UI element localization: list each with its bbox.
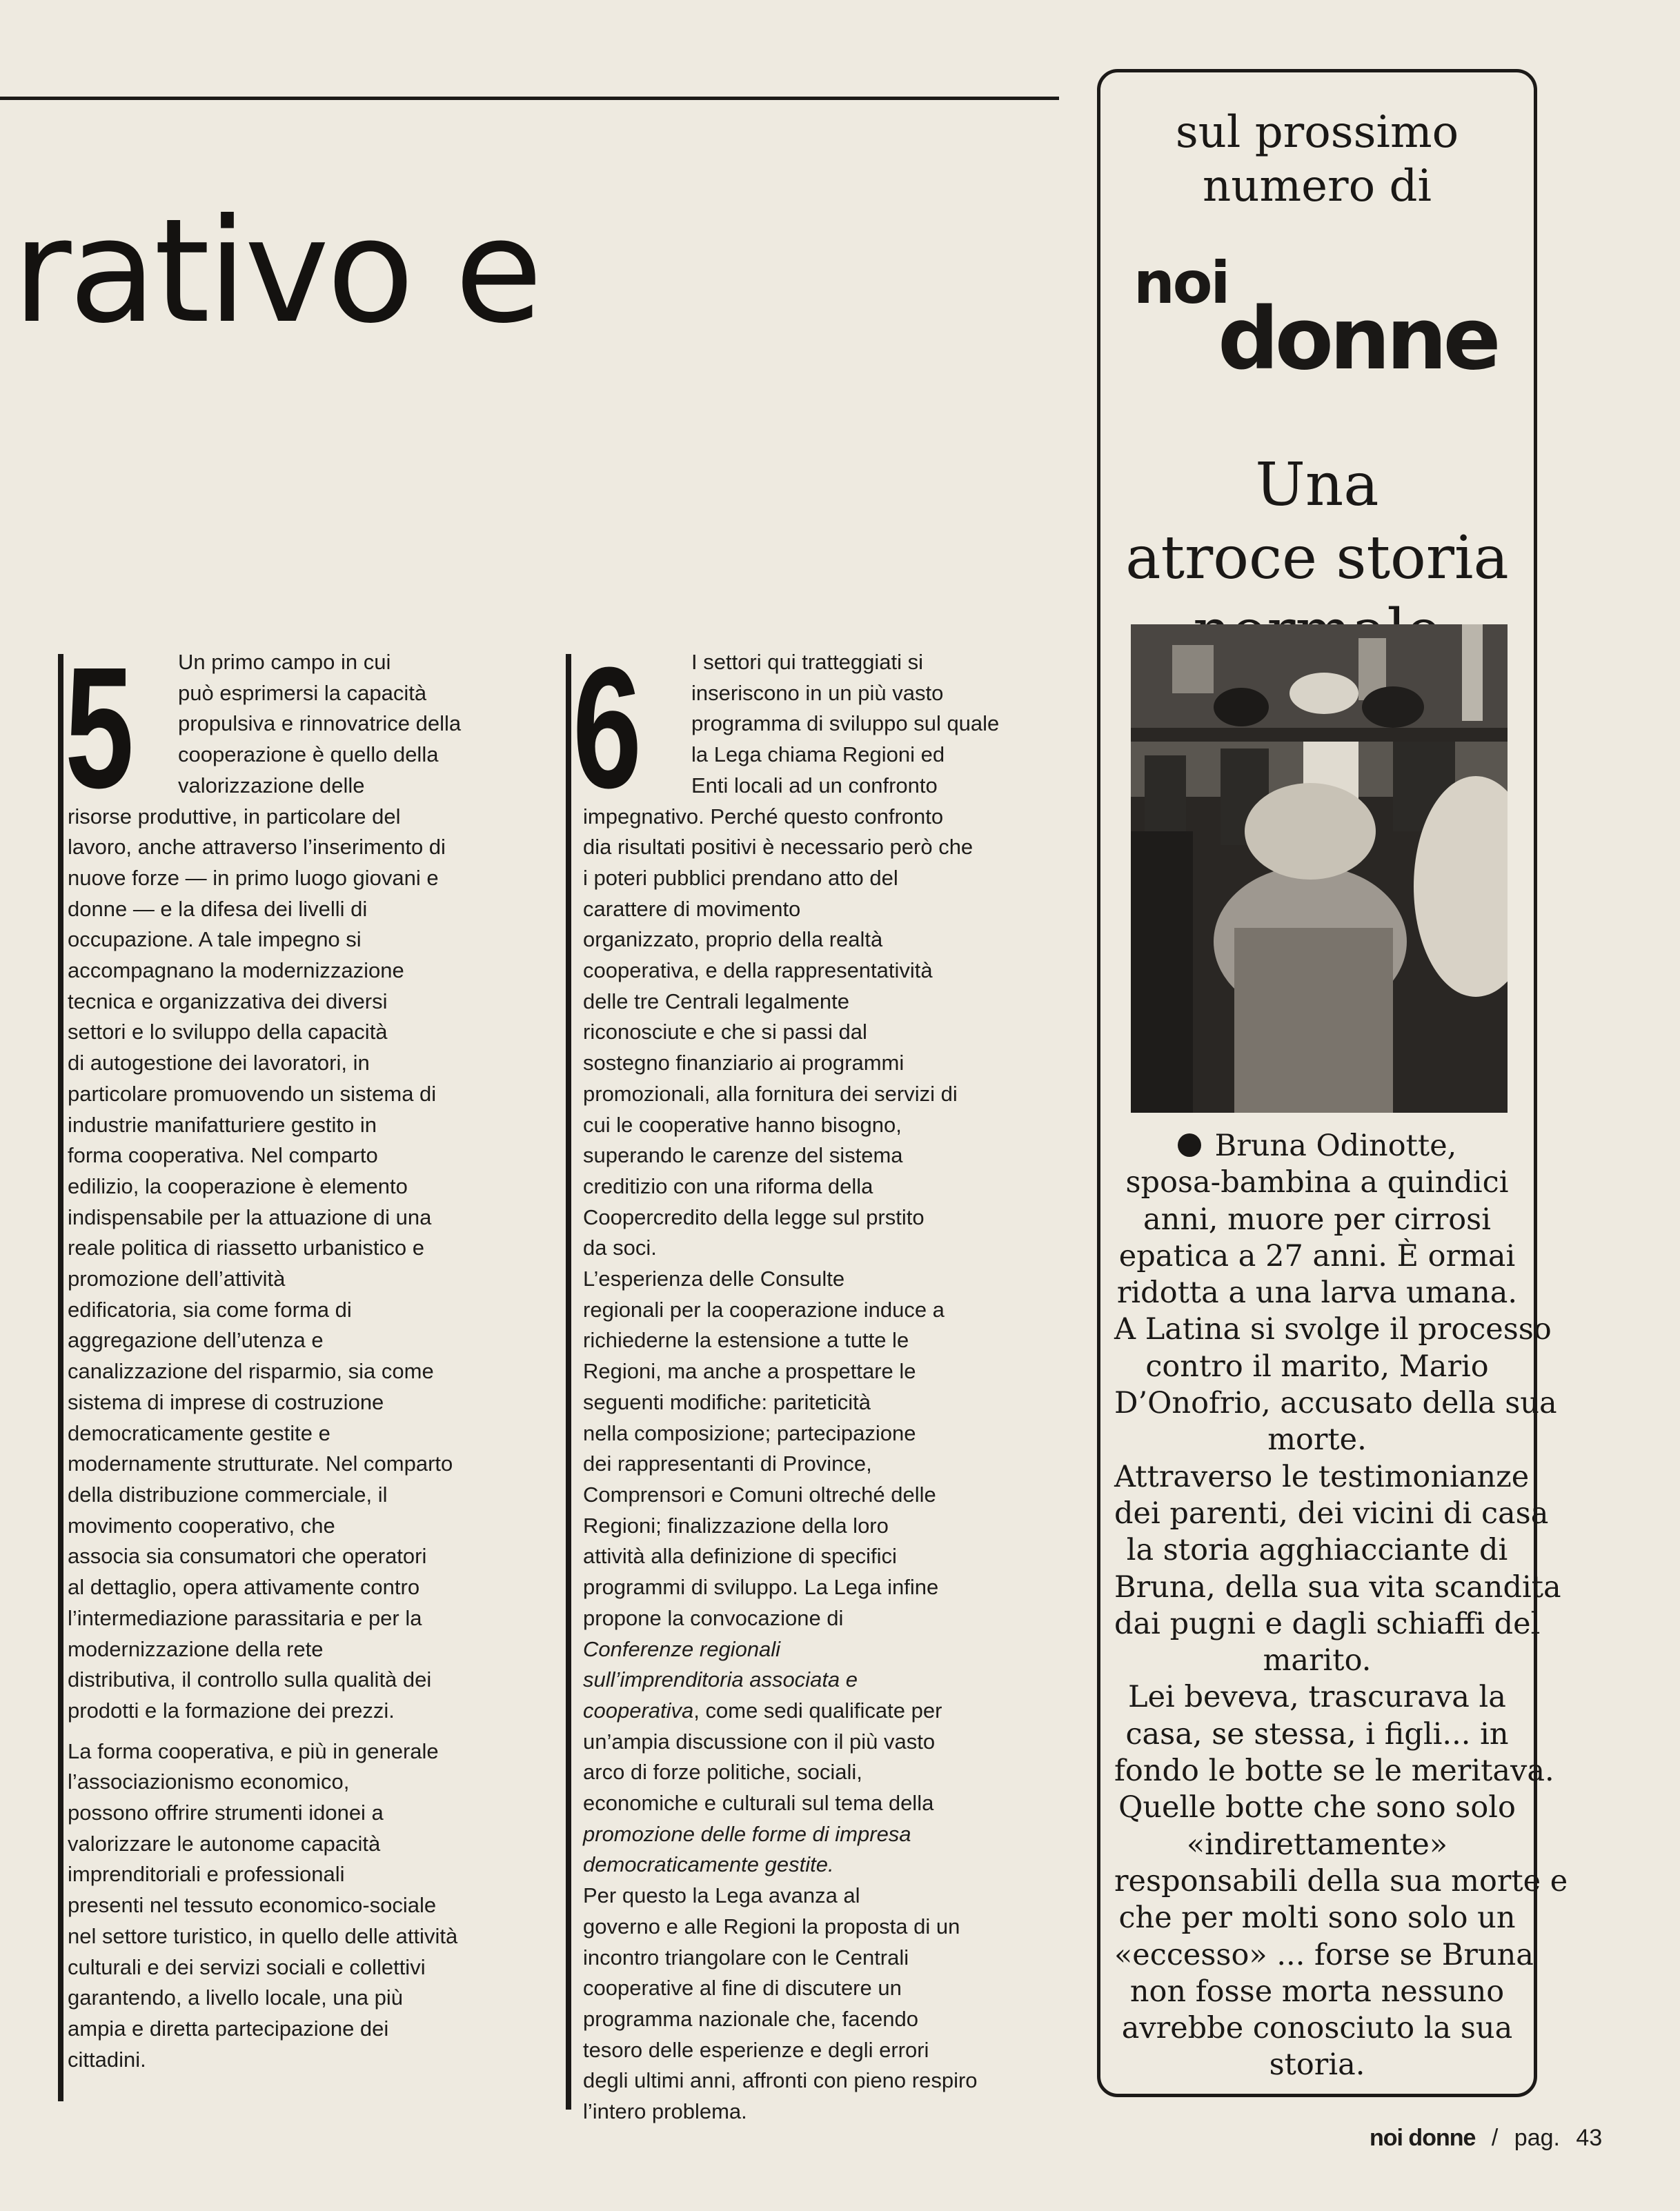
text-line: industrie manifatturiere gestito in (68, 1112, 377, 1137)
italic-word: cooperativa (583, 1698, 694, 1723)
section-6-number: 6 (573, 631, 642, 824)
text-line: valorizzare le autonome capacità (68, 1831, 381, 1856)
body-line: A Latina si svolge il processo (1114, 1312, 1552, 1347)
text-line: promozione dell’attività (68, 1267, 286, 1291)
text-line: incontro triangolare con le Centrali (583, 1945, 909, 1970)
text-line: accompagnano la modernizzazione (68, 958, 404, 983)
text-line: sistema di imprese di costruzione (68, 1389, 384, 1414)
text-line: aggregazione dell’utenza e (68, 1328, 324, 1353)
text-line: edilizio, la cooperazione è elemento (68, 1173, 408, 1198)
text-line: presenti nel tessuto economico-sociale (68, 1893, 437, 1918)
body-line: Bruna, della sua vita scandita (1114, 1569, 1561, 1605)
body-line: Bruna Odinotte, (1214, 1129, 1457, 1163)
text-line: modernizzazione della rete (68, 1636, 324, 1661)
body-line: Attraverso le testimonianze (1114, 1459, 1530, 1494)
text-line: l’intermediazione parassitaria e per la (68, 1605, 422, 1630)
text-line: Comprensori e Comuni oltreché delle (583, 1482, 936, 1507)
text-line: riconosciute e che si passi dal (583, 1020, 867, 1044)
section-5-number: 5 (65, 631, 135, 824)
text-line: reale politica di riassetto urbanistico e (68, 1236, 424, 1260)
text-line: democraticamente gestite e (68, 1420, 330, 1445)
text-line: cooperative al fine di discutere un (583, 1976, 902, 2001)
text-line: associa sia consumatori che operatori (68, 1544, 427, 1569)
body-line: contro il marito, Mario (1145, 1349, 1489, 1384)
footer-logo: noi donne (1370, 2125, 1476, 2151)
photo-illustration (1131, 624, 1508, 1113)
body-line: anni, muore per cirrosi (1143, 1202, 1491, 1237)
italic-line: Conferenze regionali (583, 1636, 781, 1661)
body-line: storia. (1269, 2048, 1365, 2083)
text-line: seguenti modifiche: pariteticità (583, 1389, 871, 1414)
page-number: 43 (1576, 2125, 1603, 2151)
headline-fragment: rativo e (12, 188, 540, 355)
text-line: promozionali, alla fornitura dei servizi di (583, 1081, 958, 1106)
text-line: occupazione. A tale impegno si (68, 927, 362, 952)
text-line: l’associazionismo economico, (68, 1769, 350, 1794)
body-line: «eccesso» ... forse se Bruna (1114, 1937, 1534, 1972)
text-line: arco di forze politiche, sociali, (583, 1760, 862, 1785)
logo-donne: donne (1218, 290, 1497, 389)
body-line: casa, se stessa, i figli... in (1125, 1716, 1509, 1752)
text-line: al dettaglio, opera attivamente contro (68, 1575, 420, 1600)
text-line: L’esperienza delle Consulte (583, 1267, 845, 1291)
text-line: programmi di sviluppo. La Lega infine (583, 1575, 939, 1600)
text-line: carattere di movimento (583, 896, 801, 921)
text-line: attività alla definizione di specifici (583, 1544, 897, 1569)
text-line: I settori qui tratteggiati si (691, 650, 923, 674)
body-line: marito. (1263, 1643, 1372, 1678)
text-line: donne — e la difesa dei livelli di (68, 896, 368, 921)
text-line: da soci. (583, 1236, 657, 1260)
text-line: regionali per la cooperazione induce a (583, 1297, 945, 1322)
text-line: dia risultati positivi è necessario però che (583, 835, 974, 860)
courtroom-photo (1131, 624, 1508, 1113)
top-rule (0, 97, 1059, 100)
section-5-text (68, 647, 551, 2075)
text-line: nella composizione; partecipazione (583, 1420, 916, 1445)
text-line: valorizzazione delle (178, 773, 365, 797)
text-line: particolare promuovendo un sistema di (68, 1081, 437, 1106)
body-line: Lei beveva, trascurava la (1128, 1680, 1506, 1715)
body-line: ridotta a una larva umana. (1116, 1276, 1518, 1311)
section-6-text (583, 647, 1080, 2128)
text-line: cooperazione è quello della (178, 742, 439, 767)
text-line: degli ultimi anni, affronti con pieno respiro (583, 2068, 978, 2093)
text-line: prodotti e la formazione dei prezzi. (68, 1698, 395, 1723)
text-line: superando le carenze del sistema (583, 1143, 903, 1168)
text-line: tecnica e organizzativa dei diversi (68, 989, 388, 1013)
text-line: Enti locali ad un confronto (691, 773, 938, 797)
text-line: risorse produttive, in particolare del (68, 804, 401, 829)
section-6-bar (566, 654, 571, 2110)
promo-body (1114, 1128, 1568, 2084)
text-line: delle tre Centrali legalmente (583, 989, 849, 1013)
text-fragment: , come sedi qualificate per (693, 1698, 942, 1723)
body-line: sposa-bambina a quindici (1125, 1165, 1509, 1200)
text-line: della distribuzione commerciale, il (68, 1482, 388, 1507)
text-line: impegnativo. Perché questo confronto (583, 804, 944, 829)
next-issue-box (1097, 69, 1568, 2097)
body-line: morte. (1267, 1422, 1367, 1458)
page-footer (1370, 2125, 1612, 2152)
body-line: che per molti sono solo un (1118, 1901, 1516, 1936)
text-line: cooperativa, e della rappresentatività (583, 958, 933, 983)
title-line: atroce storia (1125, 524, 1509, 593)
text-line: nel settore turistico, in quello delle attività (68, 1923, 458, 1948)
text-line: tesoro delle esperienze e degli errori (583, 2037, 929, 2062)
section-5-bar (58, 654, 63, 2101)
text-line: propulsiva e rinnovatrice della (178, 711, 462, 736)
kicker-line: sul prossimo (1175, 107, 1459, 158)
footer-separator: / (1491, 2125, 1499, 2151)
bullet-icon (1178, 1133, 1201, 1157)
text-line: Regioni, ma anche a prospettare le (583, 1359, 916, 1384)
promo-kicker (1100, 106, 1534, 213)
text-line: forma cooperativa. Nel comparto (68, 1143, 378, 1168)
title-line: Una (1255, 450, 1379, 519)
text-line: garantendo, a livello locale, una più (68, 1985, 404, 2010)
body-line: epatica a 27 anni. È ormai (1118, 1238, 1516, 1273)
body-line: Quelle botte che sono solo (1118, 1790, 1516, 1825)
body-line: avrebbe conosciuto la sua (1121, 2011, 1513, 2046)
body-line: responsabili della sua morte e (1114, 1863, 1568, 1898)
text-line: cittadini. (68, 2047, 146, 2072)
text-line: edificatoria, sia come forma di (68, 1297, 352, 1322)
text-line: La forma cooperativa, e più in generale (68, 1738, 439, 1763)
kicker-line: numero di (1203, 161, 1432, 212)
text-line: canalizzazione del risparmio, sia come (68, 1359, 434, 1384)
text-line: i poteri pubblici prendano atto del (583, 865, 898, 890)
text-line: richiederne la estensione a tutte le (583, 1328, 909, 1353)
text-line: dei rappresentanti di Province, (583, 1451, 872, 1476)
text-line: un’ampia discussione con il più vasto (583, 1729, 936, 1754)
body-line: dei parenti, dei vicini di casa (1114, 1496, 1549, 1531)
body-line: «indirettamente» (1186, 1827, 1448, 1862)
text-line: la Lega chiama Regioni ed (691, 742, 945, 767)
text-line: settori e lo sviluppo della capacità (68, 1020, 388, 1044)
text-line: movimento cooperativo, che (68, 1513, 335, 1538)
text-line: indispensabile per la attuazione di una (68, 1204, 432, 1229)
text-line: creditizio con una riforma della (583, 1173, 873, 1198)
text-line: Un primo campo in cui (178, 650, 391, 674)
logo-noi: noi (1134, 249, 1229, 317)
text-line: lavoro, anche attraverso l’inserimento di (68, 835, 446, 860)
text-line: governo e alle Regioni la proposta di un (583, 1914, 960, 1939)
text-line: distributiva, il controllo sulla qualità dei (68, 1667, 432, 1692)
text-line: cui le cooperative hanno bisogno, (583, 1112, 902, 1137)
text-line: nuove forze — in primo luogo giovani e (68, 865, 439, 890)
italic-line: promozione delle forme di impresa (583, 1821, 911, 1846)
text-line: Per questo la Lega avanza al (583, 1883, 860, 1908)
italic-line: sull’imprenditoria associata e (583, 1667, 858, 1692)
text-line: culturali e dei servizi sociali e collettivi (68, 1954, 426, 1979)
text-line: propone la convocazione di (583, 1605, 844, 1630)
italic-line: democraticamente gestite. (583, 1852, 834, 1877)
text-line: l’intero problema. (583, 2099, 747, 2124)
text-line: modernamente strutturate. Nel comparto (68, 1451, 453, 1476)
text-line: Regioni; finalizzazione della loro (583, 1513, 889, 1538)
text-line: economiche e culturali sul tema della (583, 1791, 934, 1816)
magazine-logo (1114, 241, 1520, 389)
text-line: possono offrire strumenti idonei a (68, 1801, 384, 1825)
body-line: non fosse morta nessuno (1129, 1974, 1505, 2009)
body-line: fondo le botte se le meritava. (1114, 1754, 1554, 1789)
text-line: può esprimersi la capacità (178, 680, 427, 705)
text-line: inseriscono in un più vasto (691, 680, 944, 705)
body-line: la storia agghiacciante di (1126, 1533, 1508, 1568)
text-line: sostegno finanziario ai programmi (583, 1051, 905, 1075)
body-line: dai pugni e dagli schiaffi del (1114, 1606, 1541, 1641)
text-line: ampia e diretta partecipazione dei (68, 2016, 389, 2041)
text-line: imprenditoriali e professionali (68, 1862, 345, 1887)
page-label: pag. (1514, 2125, 1560, 2151)
text-line: organizzato, proprio della realtà (583, 927, 883, 952)
text-line: programma di sviluppo sul quale (691, 711, 1000, 736)
text-line: Coopercredito della legge sul prstito (583, 1204, 925, 1229)
text-line: programma nazionale che, facendo (583, 2006, 918, 2031)
text-line: di autogestione dei lavoratori, in (68, 1051, 370, 1075)
body-line: D’Onofrio, accusato della sua (1114, 1386, 1557, 1421)
